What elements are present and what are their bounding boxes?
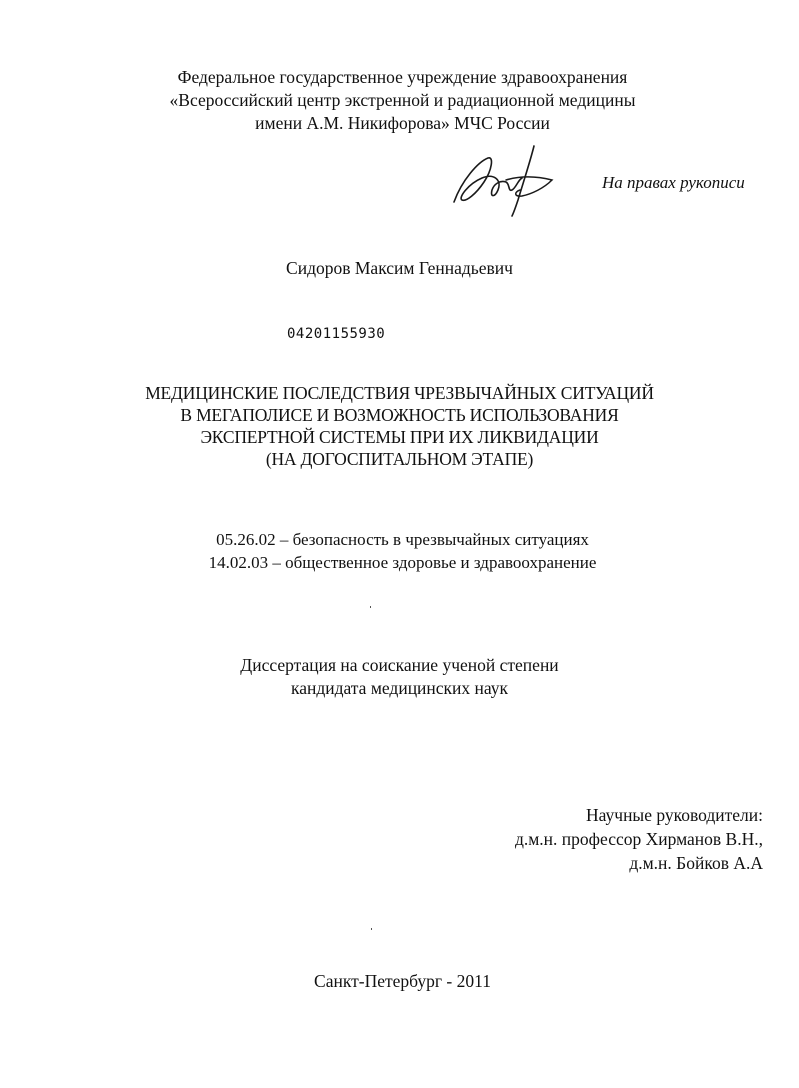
advisor-1: д.м.н. профессор Хирманов В.Н., [514,829,763,849]
dissertation-title [0,382,799,470]
scan-speck [370,606,371,608]
degree-statement [0,654,799,700]
title-line-1: МЕДИЦИНСКИЕ ПОСЛЕДСТВИЯ ЧРЕЗВЫЧАЙНЫХ СИТУАЦИЙ [145,383,654,403]
institution-line-2: «Всероссийский центр экстренной и радиационной медицины [169,90,636,110]
manuscript-rights-note: На правах рукописи [602,173,745,192]
city-year-text: Санкт-Петербург - 2011 [314,971,491,991]
scan-speck [371,928,372,930]
institution-line-3: имени А.М. Никифорова» МЧС России [255,113,550,133]
title-line-2: В МЕГАПОЛИСЕ И ВОЗМОЖНОСТЬ ИСПОЛЬЗОВАНИЯ [180,405,619,425]
specialty-line-2: 14.02.03 – общественное здоровье и здравоохранение [208,553,597,572]
author-name [0,257,799,279]
degree-line-2: кандидата медицинских наук [290,678,509,698]
degree-line-1: Диссертация на соискание ученой степени [240,655,559,675]
scientific-advisors [515,803,763,875]
institution-header [0,66,799,135]
advisor-2: д.м.н. Бойков А.А [629,853,763,873]
handwritten-signature [448,140,558,220]
advisors-heading: Научные руководители: [586,805,763,825]
specialty-line-1: 05.26.02 – безопасность в чрезвычайных ситуациях [216,530,589,549]
registration-code: 04201155930 [287,326,386,342]
institution-line-1: Федеральное государственное учреждение здравоохранения [177,67,628,87]
author-name-text: Сидоров Максим Геннадьевич [286,258,513,278]
title-line-4: (НА ДОГОСПИТАЛЬНОМ ЭТАПЕ) [265,449,534,469]
city-year [0,970,799,992]
title-line-3: ЭКСПЕРТНОЙ СИСТЕМЫ ПРИ ИХ ЛИКВИДАЦИИ [200,427,599,447]
specialty-codes [0,528,799,574]
